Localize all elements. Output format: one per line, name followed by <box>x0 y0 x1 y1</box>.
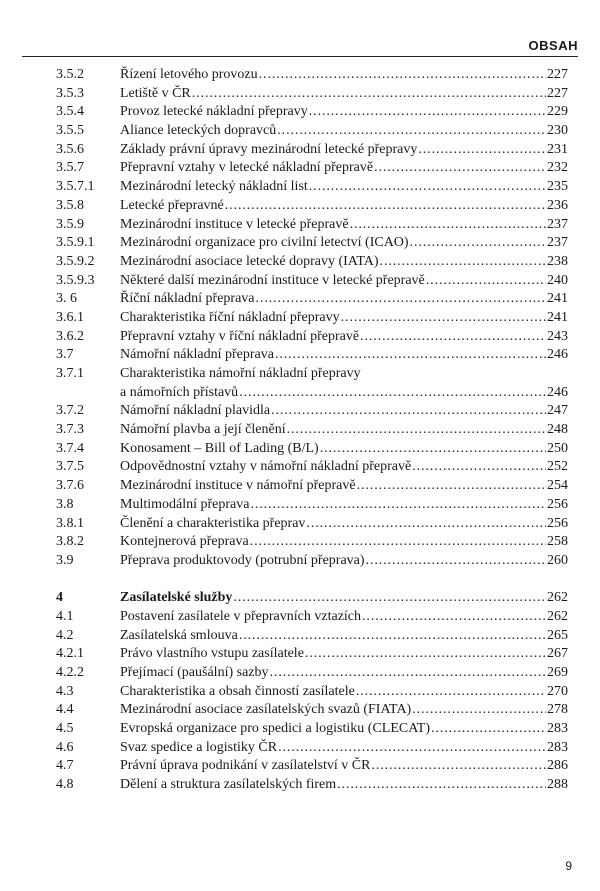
toc-entry-page: 248 <box>547 422 568 438</box>
toc-entry-page: 243 <box>547 328 568 344</box>
toc-entry-page: 231 <box>547 141 568 157</box>
toc-entry-title: Mezinárodní organizace pro civilní letectví (ICAO) <box>120 235 409 251</box>
toc-entry-page: 283 <box>547 739 568 755</box>
toc-leader-dots <box>277 122 546 141</box>
toc-entry-number: 3.9 <box>56 552 74 568</box>
toc-entry-page: 247 <box>547 403 568 419</box>
toc-entry-page: 241 <box>547 291 568 307</box>
toc-entry[interactable] <box>56 589 568 608</box>
toc-entry-title: Právní úprava podnikání v zasílatelství v ČR <box>120 758 371 774</box>
toc-entry[interactable] <box>56 141 568 160</box>
running-header: OBSAH <box>528 38 578 53</box>
toc-leader-dots <box>412 458 546 477</box>
toc-entry-number: 3.5.9.3 <box>56 272 95 288</box>
toc-entry[interactable] <box>56 272 568 291</box>
toc-entry-page: 254 <box>547 478 568 494</box>
toc-leader-dots <box>410 234 546 253</box>
toc-leader-dots <box>362 608 546 627</box>
toc-entry[interactable] <box>56 608 568 627</box>
toc-entry[interactable] <box>56 402 568 421</box>
table-of-contents <box>56 66 568 795</box>
toc-entry-title: Odpovědnostní vztahy v námořní nákladní přepravě <box>120 459 412 475</box>
toc-entry-title: Zasílatelské služby <box>120 590 233 606</box>
toc-entry-page: 246 <box>547 384 568 400</box>
toc-entry-title: Přeprava produktovody (potrubní přeprava) <box>120 552 365 568</box>
toc-entry-number: 3.5.9.2 <box>56 253 95 269</box>
toc-entry-title: Charakteristika a obsah činností zasílatele <box>120 683 355 699</box>
toc-entry-title: Některé další mezinárodní instituce v letecké přepravě <box>120 272 425 288</box>
toc-entry[interactable] <box>56 85 568 104</box>
toc-entry-title: Zasílatelská smlouva <box>120 627 238 643</box>
toc-entry-number: 4.2.2 <box>56 665 84 680</box>
toc-entry-number: 3.7.4 <box>56 440 84 456</box>
toc-entry-number: 4.2 <box>56 627 74 643</box>
toc-entry-page: 278 <box>547 702 568 718</box>
toc-entry-number: 3.5.5 <box>56 123 84 139</box>
toc-leader-dots <box>356 683 546 702</box>
toc-leader-dots <box>412 701 546 720</box>
toc-entry-continuation[interactable] <box>56 384 568 403</box>
toc-entry-number: 3.7.2 <box>56 403 84 419</box>
toc-leader-dots <box>350 216 546 235</box>
toc-leader-dots <box>309 103 546 122</box>
toc-entry[interactable] <box>56 458 568 477</box>
toc-entry-number: 3.8 <box>56 496 74 512</box>
toc-entry-title: Přepravní vztahy v letecké nákladní přepravě <box>120 160 374 176</box>
toc-entry[interactable] <box>56 103 568 122</box>
toc-leader-dots <box>371 757 546 776</box>
toc-leader-dots <box>320 440 546 459</box>
toc-entry[interactable] <box>56 739 568 758</box>
toc-entry-page: 252 <box>547 459 568 475</box>
toc-entry-number: 3.7.5 <box>56 459 84 475</box>
toc-entry-title: Právo vlastního vstupu zasílatele <box>120 646 304 662</box>
toc-entry-number: 3.5.2 <box>56 67 84 82</box>
toc-entry[interactable] <box>56 664 568 683</box>
toc-entry[interactable] <box>56 477 568 496</box>
toc-entry-page: 286 <box>547 758 568 774</box>
section-spacer <box>56 571 568 590</box>
toc-leader-dots <box>250 496 546 515</box>
toc-entry[interactable] <box>56 346 568 365</box>
toc-entry-title: Postavení zasílatele v přepravních vztazích <box>120 608 362 624</box>
toc-entry-page: 227 <box>547 85 568 101</box>
toc-leader-dots <box>305 645 546 664</box>
toc-leader-dots <box>431 720 546 739</box>
toc-leader-dots <box>380 253 546 272</box>
toc-entry-title: Námořní nákladní plavidla <box>120 403 271 419</box>
toc-leader-dots <box>250 533 546 552</box>
toc-leader-dots <box>225 197 546 216</box>
toc-entry-page: 237 <box>547 216 568 232</box>
toc-entry-page: 227 <box>547 67 568 82</box>
toc-leader-dots <box>259 66 546 85</box>
toc-entry-title: Mezinárodní instituce v námořní přepravě <box>120 478 356 494</box>
toc-leader-dots <box>306 515 546 534</box>
toc-entry-title: Letiště v ČR <box>120 85 191 101</box>
toc-entry-page: 235 <box>547 179 568 195</box>
toc-entry-page: 236 <box>547 197 568 213</box>
toc-entry-number: 4.8 <box>56 777 74 793</box>
toc-entry[interactable] <box>56 496 568 515</box>
toc-entry-title-continued: a námořních přístavů <box>120 384 239 400</box>
toc-entry-number: 3. 6 <box>56 291 77 307</box>
toc-leader-dots <box>275 346 546 365</box>
toc-entry-number: 3.5.9.1 <box>56 235 95 251</box>
toc-entry[interactable] <box>56 290 568 309</box>
toc-leader-dots <box>309 178 546 197</box>
toc-entry-title: Říční nákladní přeprava <box>120 291 255 307</box>
toc-leader-dots <box>239 384 546 403</box>
toc-entry[interactable] <box>56 683 568 702</box>
toc-leader-dots <box>256 290 546 309</box>
toc-entry-title: Mezinárodní asociace letecké dopravy (IATA) <box>120 253 379 269</box>
toc-entry-title: Provoz letecké nákladní přepravy <box>120 104 308 120</box>
toc-entry-number: 4.3 <box>56 683 74 699</box>
toc-entry-number: 4.1 <box>56 608 74 624</box>
toc-entry-page: 267 <box>547 646 568 662</box>
toc-entry-title: Námořní plavba a její členění <box>120 422 286 438</box>
toc-entry-title: Dělení a struktura zasílatelských firem <box>120 777 337 793</box>
toc-entry[interactable] <box>56 720 568 739</box>
toc-entry[interactable] <box>56 645 568 664</box>
toc-entry-number: 4.4 <box>56 702 74 718</box>
toc-entry-title: Řízení letového provozu <box>120 67 258 82</box>
toc-entry-page: 269 <box>547 665 568 680</box>
toc-entry-number: 4.7 <box>56 758 74 774</box>
toc-entry-title: Námořní nákladní přeprava <box>120 347 274 363</box>
toc-entry-title: Charakteristika námořní nákladní přepravy <box>120 366 361 381</box>
header-rule <box>22 56 578 57</box>
toc-entry-page: 258 <box>547 534 568 550</box>
toc-entry-number: 3.5.6 <box>56 141 84 157</box>
toc-entry-page: 232 <box>547 160 568 176</box>
toc-entry-number: 3.5.4 <box>56 104 84 120</box>
toc-entry[interactable] <box>56 776 568 795</box>
toc-leader-dots <box>357 477 546 496</box>
toc-entry-title: Konosament – Bill of Lading (B/L) <box>120 440 319 456</box>
toc-entry[interactable] <box>56 421 568 440</box>
toc-entry-title: Mezinárodní instituce v letecké přepravě <box>120 216 349 232</box>
toc-entry-page: 230 <box>547 123 568 139</box>
toc-entry[interactable] <box>56 309 568 328</box>
toc-leader-dots <box>360 328 546 347</box>
toc-entry-title: Přejímací (paušální) sazby <box>120 665 269 680</box>
toc-entry[interactable] <box>56 122 568 141</box>
toc-entry[interactable] <box>56 701 568 720</box>
toc-entry-number: 3.7.3 <box>56 422 84 438</box>
toc-leader-dots <box>278 739 546 758</box>
toc-entry-number: 3.7 <box>56 347 74 363</box>
toc-entry[interactable] <box>56 253 568 272</box>
toc-entry-page: 260 <box>547 552 568 568</box>
toc-leader-dots <box>271 402 546 421</box>
toc-entry-page: 240 <box>547 272 568 288</box>
toc-entry-number: 3.5.8 <box>56 197 84 213</box>
page-number: 9 <box>565 859 572 873</box>
toc-entry-number: 3.5.7 <box>56 160 84 176</box>
toc-entry[interactable] <box>56 627 568 646</box>
toc-entry[interactable] <box>56 440 568 459</box>
toc-entry[interactable] <box>56 552 568 571</box>
toc-leader-dots <box>192 85 546 104</box>
toc-entry-page: 256 <box>547 515 568 531</box>
toc-entry-number: 3.6.1 <box>56 309 84 325</box>
toc-leader-dots <box>337 776 546 795</box>
toc-entry-page: 262 <box>547 608 568 624</box>
toc-entry-number: 3.5.7.1 <box>56 179 95 195</box>
toc-entry[interactable] <box>56 234 568 253</box>
toc-entry[interactable] <box>56 328 568 347</box>
toc-entry[interactable] <box>56 178 568 197</box>
toc-entry[interactable] <box>56 66 568 85</box>
toc-entry-title: Mezinárodní asociace zasílatelských svazů (FIATA) <box>120 702 412 718</box>
toc-leader-dots <box>418 141 546 160</box>
toc-entry-title: Multimodální přeprava <box>120 496 250 512</box>
toc-entry-title: Svaz spedice a logistiky ČR <box>120 739 278 755</box>
toc-leader-dots <box>366 552 546 571</box>
toc-entry[interactable] <box>56 197 568 216</box>
toc-entry[interactable] <box>56 757 568 776</box>
toc-leader-dots <box>426 272 546 291</box>
toc-entry-page: 270 <box>547 683 568 699</box>
toc-entry-page: 288 <box>547 777 568 793</box>
toc-entry[interactable] <box>56 159 568 178</box>
toc-entry-page: 250 <box>547 440 568 456</box>
toc-entry-number: 4.5 <box>56 721 74 737</box>
toc-entry-number: 4 <box>56 590 63 606</box>
toc-entry-number: 3.8.1 <box>56 515 84 531</box>
toc-entry-page: 262 <box>547 590 568 606</box>
toc-entry-number: 4.6 <box>56 739 74 755</box>
toc-entry-page: 283 <box>547 721 568 737</box>
toc-entry-title: Kontejnerová přeprava <box>120 534 249 550</box>
toc-entry-page: 237 <box>547 235 568 251</box>
toc-entry-number: 3.5.3 <box>56 85 84 101</box>
toc-entry-title: Charakteristika říční nákladní přepravy <box>120 309 340 325</box>
toc-entry-title: Evropská organizace pro spedici a logistiku (CLECAT) <box>120 721 430 737</box>
toc-entry-page: 246 <box>547 347 568 363</box>
toc-entry-number: 3.7.6 <box>56 478 84 494</box>
toc-entry-title: Základy právní úpravy mezinárodní letecké přepravy <box>120 141 418 157</box>
toc-entry-number: 3.6.2 <box>56 328 84 344</box>
toc-entry-page: 238 <box>547 253 568 269</box>
toc-leader-dots <box>374 159 546 178</box>
toc-entry-title: Letecké přepravné <box>120 197 224 213</box>
toc-entry-page: 256 <box>547 496 568 512</box>
toc-entry-page: 265 <box>547 627 568 643</box>
toc-entry[interactable] <box>56 365 568 384</box>
toc-entry-title: Členění a charakteristika přeprav <box>120 515 306 531</box>
toc-entry[interactable] <box>56 515 568 534</box>
toc-entry-number: 4.2.1 <box>56 646 84 662</box>
toc-entry-title: Přepravní vztahy v říční nákladní přepravě <box>120 328 360 344</box>
toc-entry-title: Mezinárodní letecký nákladní list <box>120 179 308 195</box>
toc-entry-number: 3.5.9 <box>56 216 84 232</box>
toc-entry-title: Aliance leteckých dopravců <box>120 123 277 139</box>
toc-entry-number: 3.7.1 <box>56 366 84 381</box>
toc-entry[interactable] <box>56 216 568 235</box>
toc-entry-number: 3.8.2 <box>56 534 84 550</box>
toc-entry-page: 241 <box>547 309 568 325</box>
toc-leader-dots <box>239 627 546 646</box>
toc-leader-dots <box>287 421 546 440</box>
toc-entry-page: 229 <box>547 104 568 120</box>
toc-entry[interactable] <box>56 533 568 552</box>
toc-leader-dots <box>233 589 546 608</box>
toc-leader-dots <box>341 309 546 328</box>
toc-leader-dots <box>270 664 546 683</box>
